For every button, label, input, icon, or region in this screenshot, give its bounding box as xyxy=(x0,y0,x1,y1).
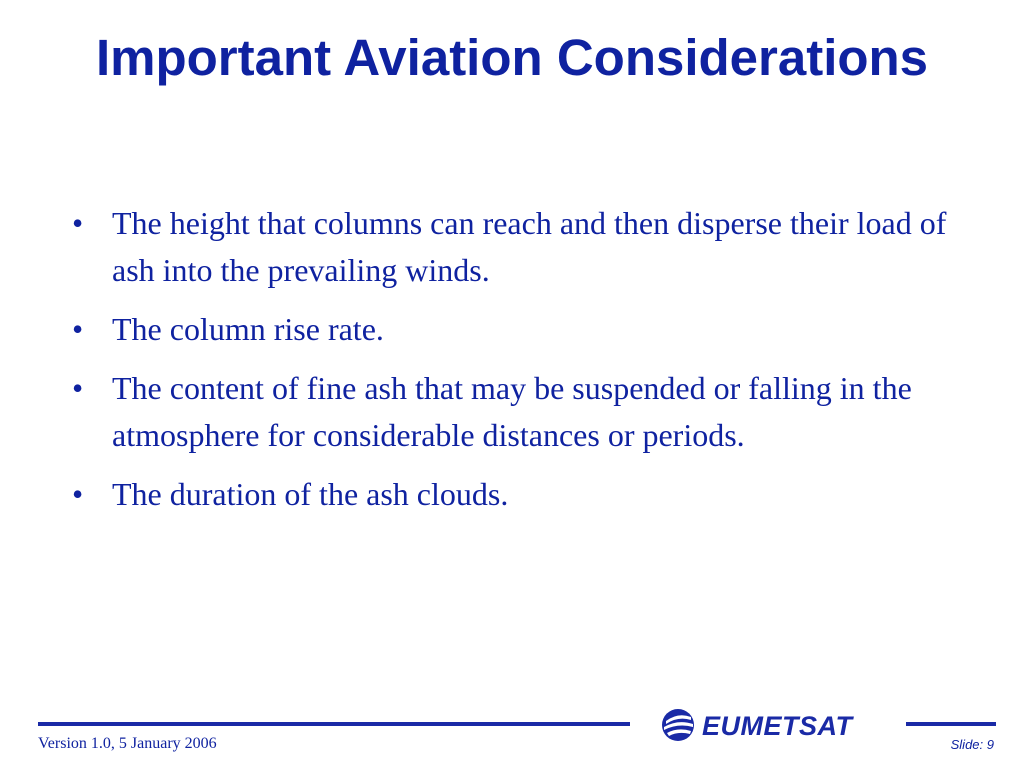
footer-rule-right xyxy=(906,722,996,726)
eumetsat-logo-icon xyxy=(660,704,875,746)
footer-version: Version 1.0, 5 January 2006 xyxy=(38,735,217,752)
bullet-item xyxy=(72,200,952,294)
bullet-text: The height that columns can reach and then disperse their load of ash into the prevailing winds. xyxy=(112,205,947,288)
slide-title: Important Aviation Considerations xyxy=(95,29,929,86)
bullet-text: The column rise rate. xyxy=(112,311,384,347)
bullet-icon: • xyxy=(72,311,84,347)
bullet-item xyxy=(72,306,952,353)
bullet-text: The duration of the ash clouds. xyxy=(112,476,509,512)
bullet-item xyxy=(72,365,952,459)
footer-rule-left xyxy=(38,722,630,726)
bullet-icon: • xyxy=(72,370,84,406)
bullet-item xyxy=(72,471,952,518)
bullet-text: The content of fine ash that may be suspended or falling in the atmosphere for considerable distances or periods. xyxy=(112,370,912,453)
bullet-icon: • xyxy=(72,205,84,241)
logo-text: EUMETSAT xyxy=(702,711,853,741)
slide-number: Slide: 9 xyxy=(950,737,994,752)
bullet-icon: • xyxy=(72,476,84,512)
bullet-list xyxy=(72,200,952,530)
